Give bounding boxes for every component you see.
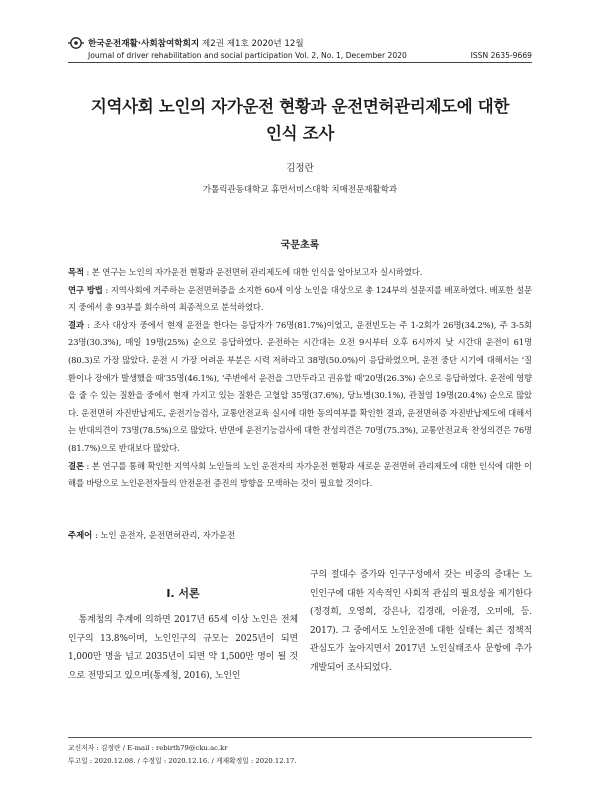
intro-right-paragraph: 구의 절대수 증가와 인구구성에서 갖는 비중의 증대는 노인인구에 대한 지속적인 사회적 관심의 필요성을 제기한다(정경희, 오영희, 강은나, 김경래, 이윤경, 오미애, 등. 2017). 그 중에서도 노인운전에 대한 실태는 최근 정책적 관심도가 높아지면서 2017년 노인실태조사 문항에 추가 개발되어 조사되었다. (310, 570, 532, 673)
result-text: : 조사 대상자 중에서 현재 운전을 한다는 응답자가 76명(81.7%)이었고, 운전빈도는 주 1-2회가 26명(34.2%), 주 3-5회 23명(30.3%), 매일 19명(25%) 순으로 응답하였다. 운전하는 시간대는 오전 9시부터 오후 6시까지 낮 시간대 운전이 61명(80.3)로 가장 많았다. 운전 시 가장 어려운 부분은 시력 저하라고 38명(50.0%)이 응답하였으며, 운전 중단 시기에 대해서는 ‘질환이나 장애가 발생했을 때’35명(46.1%), ‘주변에서 운전을 그만두라고 권유할 때’20명(26.3%) 순으로 응답하였다. 운전에 영향을 줄 수 있는 질환을 중에서 현재 가지고 있는 질환은 고혈압 35명(37.6%), 당뇨병(30.1%), 관절염 19명(20.4%) 순으로 많았다. 운전면허 자진반납제도, 운전기능검사, 교통안전교육 실시에 대한 동의여부를 확인한 결과, 운전면허증 자진반납제도에 대해서는 반대의견이 73명(78.5%)으로 많았다. 반면에 운전기능검사에 대한 찬성의견은 70명(75.3%), 교통안전교육 찬성의견은 76명(81.7%)으로 반대보다 많았다. (68, 319, 532, 453)
keywords-label: 주제어 (68, 530, 93, 540)
journal-line-en (88, 51, 407, 60)
purpose-label: 목적 (68, 267, 84, 277)
abstract-body (68, 264, 532, 493)
corresponding-author: 교신저자 : 김정란 / E-mail : rebirth79@cku.ac.kr (68, 744, 228, 752)
author-name: 김정란 (286, 163, 314, 174)
journal-volume-en: Vol. 2, No. 1, December 2020 (295, 51, 407, 60)
abstract-conclusion (68, 458, 532, 493)
journal-issn: ISSN 2635-9669 (470, 51, 532, 60)
article-title-line-1: 지역사회 노인의 자가운전 현황과 운전면허관리제도에 대한 (90, 97, 510, 116)
article-title-line-2: 인식 조사 (265, 124, 334, 143)
conclusion-text: : 본 연구를 통해 확인한 지역사회 노인들의 노인 운전자의 자가운전 현황과 새로운 운전면허 관리제도에 대한 인식에 대한 이해를 바탕으로 노인운전자들의 안전운전 증진의 방향을 모색하는 것이 필요할 것이다. (68, 460, 532, 489)
footnote-divider (68, 737, 532, 738)
abstract-method (68, 282, 532, 317)
intro-left-column (68, 611, 298, 685)
intro-right-column (310, 566, 532, 678)
result-label: 결과 (68, 319, 84, 330)
method-label: 연구 방법 (68, 284, 103, 295)
conclusion-label: 결론 (68, 460, 84, 471)
header-divider (68, 62, 532, 63)
intro-left-paragraph: 통계청의 추계에 의하면 2017년 65세 이상 노인은 전체인구의 13.8%이며, 노인인구의 규모는 2025년이 되면 1,000만 명을 넘고 2035년이 되면 약 1,500만 명이 될 것으로 전망되고 있으며(통계청, 2016), 노인인 (68, 615, 298, 681)
abstract-heading: 국문초록 (280, 240, 320, 251)
abstract-purpose (68, 264, 532, 282)
abstract-result (68, 317, 532, 458)
journal-name-en: Journal of driver rehabilitation and social participation (88, 51, 293, 60)
submission-dates: 투고일 : 2020.12.08. / 수정일 : 2020.12.16. / 게재확정일 : 2020.12.17. (68, 757, 297, 765)
author-affiliation: 가톨릭관동대학교 휴먼서비스대학 치매전문재활학과 (202, 185, 398, 195)
journal-line-ko (88, 37, 304, 49)
method-text: : 지역사회에 거주하는 운전면허증을 소지한 60세 이상 노인을 대상으로 총 124부의 설문지를 배포하였다. 배포한 설문지 중에서 총 93부를 회수하여 최종적으로 분석하였다. (68, 284, 532, 313)
keywords (68, 529, 532, 541)
journal-name-ko: 한국운전재활·사회참여학회지 (88, 39, 200, 49)
keywords-text: : 노인 운전자, 운전면허관리, 자가운전 (92, 530, 236, 540)
journal-logo-icon (68, 37, 84, 49)
purpose-text: : 본 연구는 노인의 자가운전 현황과 운전면허 관리제도에 대한 인식을 알아보고자 실시하였다. (83, 267, 423, 277)
journal-volume-ko: 제2권 제1호 2020년 12월 (201, 39, 304, 49)
section-heading-intro: Ⅰ. 서론 (166, 587, 200, 600)
